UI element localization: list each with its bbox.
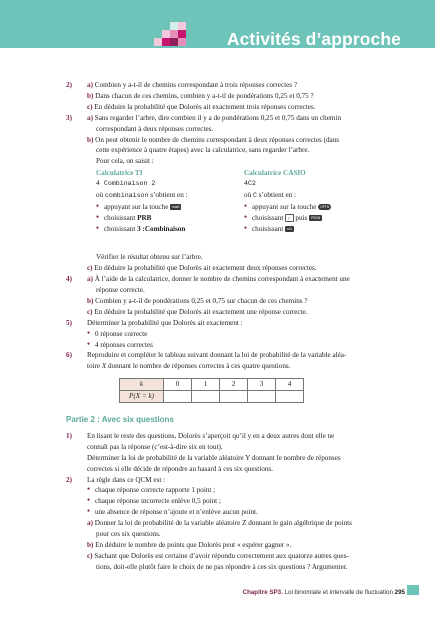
calculator-ti-obtain: où combinaison s’obtient en :	[96, 191, 188, 200]
question-text: En lisant le reste des questions, Dolorès s’aperçoit qu’il y en a deux autres dont elle ne	[87, 431, 335, 440]
calculator-ti-step-2: ● choisissant PRB	[96, 213, 236, 224]
table-cell: 1	[192, 379, 220, 391]
part2-question-2b	[66, 540, 386, 551]
sub-label: a)	[87, 81, 93, 89]
question-text: Pour cela, on saisit :	[96, 157, 154, 166]
sub-label: c)	[87, 551, 93, 560]
table-cell-empty	[276, 391, 304, 403]
ncr-key-icon: nCr	[287, 226, 293, 231]
prob-key-icon: PROB	[311, 215, 321, 220]
calculator-ti	[96, 168, 236, 234]
math-key-icon: math	[172, 204, 180, 209]
list-item: ● une absence de réponse n’ajoute et n’enlève aucun point.	[66, 507, 386, 518]
footer-tab	[407, 585, 419, 595]
calculator-casio-obtain: où C s’obtient en :	[244, 191, 296, 200]
part2-question-1-cont: connaît pas la réponse (c’est-à-dire six en tout).	[87, 442, 223, 451]
question-text: Donner la loi de probabilité de la variable aléatoire Z donnant le gain algébrique de points	[94, 519, 352, 528]
verify-line	[66, 252, 386, 263]
question-4a	[66, 274, 386, 285]
list-item: ● chaque réponse incorrecte enlève 0,5 point ;	[66, 496, 386, 507]
question-text: En déduire le nombre de points que Dolorès peut « espérer gagner ».	[95, 541, 292, 549]
question-2c	[66, 102, 386, 113]
calculator-casio-step-3: ● choisissant nCr	[244, 224, 394, 235]
question-text: Reproduire et compléter le tableau suivant donnant la loi de probabilité de la variable aléa-	[87, 351, 347, 360]
question-text: À l’aide de la calculatrice, donner le nombre de chemins correspondant à exactement une	[94, 275, 350, 284]
question-number: 2)	[66, 81, 72, 89]
question-text: En déduire la probabilité que Dolorès ait exactement une réponse correcte.	[94, 307, 308, 316]
question-text: On peut obtenir le nombre de chemins correspondant à deux réponses correctes (dans	[95, 135, 340, 144]
footer-title: Loi binomiale et intervalle de fluctuation	[284, 589, 393, 596]
page-number: 295	[394, 589, 405, 596]
table-cell: 0	[164, 379, 192, 391]
table-header-k: k	[120, 379, 164, 391]
table-row	[120, 391, 304, 403]
part2-question-1-cont2: Déterminer la loi de probabilité de la variable aléatoire Y donnant le nombre de réponses	[87, 453, 341, 462]
decorative-squares	[150, 22, 190, 52]
sub-label: a)	[87, 113, 93, 122]
sub-label: b)	[87, 296, 94, 305]
question-3c	[66, 263, 386, 274]
question-3a-cont	[66, 124, 386, 135]
calculator-ti-title: Calculatrice TI	[96, 169, 143, 178]
question-text: réponse correcte.	[96, 285, 145, 294]
table-cell: 4	[276, 379, 304, 391]
calculator-casio-step-2: ● choisissant ▷ puis PROB	[244, 213, 394, 224]
footer-chapter: Chapitre SP3.	[242, 589, 283, 596]
question-text: La règle dans ce QCM est :	[87, 475, 166, 484]
question-number: 6)	[66, 351, 72, 360]
question-number: 5)	[66, 318, 72, 327]
calculator-ti-code: 4 Combinaison 2	[96, 180, 156, 188]
question-text: En déduire la probabilité que Dolorès ait exactement trois réponses correctes.	[94, 102, 316, 111]
question-text: Vérifier le résultat obtenu sur l’arbre.	[96, 253, 203, 262]
list-item: ● chaque réponse correcte rapporte 1 point ;	[66, 485, 386, 496]
part2-question-1-cont3: correctes si elle décide de répondre au hasard à ces six questions.	[87, 464, 273, 473]
question-4a-cont	[66, 285, 386, 296]
sub-label: b)	[87, 135, 94, 144]
table-cell-empty	[192, 391, 220, 403]
question-3b-cont	[66, 145, 386, 156]
table-cell-empty	[220, 391, 248, 403]
page-title: Activités d’approche	[226, 29, 401, 49]
question-text: cette expérience à quatre étapes) avec la calculatrice, sans regarder l’arbre.	[96, 146, 310, 155]
calculator-casio	[244, 168, 394, 234]
question-text: En déduire la probabilité que Dolorès ait exactement deux réponses correctes.	[94, 264, 317, 273]
question-2b	[66, 91, 386, 102]
question-2a	[66, 80, 386, 91]
exercise-content	[66, 80, 386, 573]
question-number: 4)	[66, 275, 72, 284]
question-text: correspondant à deux réponses correctes.	[96, 124, 214, 133]
question-text: Sans regarder l’arbre, dire combien il y a de pondérations 0,25 et 0,75 dans un chemin	[94, 113, 342, 122]
part2-question-2a-cont: pour ces six questions.	[96, 530, 161, 539]
part2-question-2a	[66, 518, 386, 529]
sub-label: b)	[87, 541, 94, 549]
question-5	[66, 318, 386, 329]
optn-key-icon: OPTN	[320, 204, 330, 209]
sub-label: c)	[87, 102, 93, 111]
question-text: Combien y a-t-il de chemins correspondant à trois réponses correctes ?	[94, 81, 297, 89]
calculator-casio-title: Calculatrice CASIO	[244, 169, 306, 178]
part2-question-2c	[66, 551, 386, 562]
part2-question-1	[66, 431, 386, 442]
table-header-probability: P(X = k)	[120, 391, 164, 403]
section-title: Partie 2 : Avec six questions	[66, 415, 174, 425]
question-number: 3)	[66, 113, 72, 122]
question-text: Sachant que Dolorès est certaine d’avoir répondu correctement aux quatorze autres ques-	[94, 551, 349, 560]
question-4b	[66, 296, 386, 307]
question-text: Déterminer la probabilité que Dolorès ait exactement :	[87, 318, 243, 327]
question-3a	[66, 113, 386, 124]
question-4c	[66, 307, 386, 318]
table-cell: 3	[248, 379, 276, 391]
sub-label: c)	[87, 307, 93, 316]
table-row	[120, 379, 304, 391]
table-cell-empty	[248, 391, 276, 403]
calculator-casio-code: 4C2	[244, 180, 256, 188]
part2-question-2c-cont: tions, doit-elle plutôt faire le choix de ne pas répondre à ces six questions ? Argumenter.	[96, 562, 348, 571]
question-6	[66, 350, 386, 361]
list-item: ● 4 réponses correctes	[66, 340, 386, 351]
sub-label: b)	[87, 91, 94, 100]
question-number: 2)	[66, 475, 72, 484]
list-item: ● 0 réponse correcte	[66, 329, 386, 340]
next-key-icon: ▷	[285, 214, 293, 222]
sub-label: c)	[87, 264, 93, 273]
question-text: Dans chacun de ces chemins, combien y a-t-il de pondérations 0,25 et 0,75 ?	[95, 91, 314, 100]
page-footer	[243, 589, 405, 596]
question-number: 1)	[66, 431, 72, 440]
question-3b	[66, 135, 386, 146]
question-text: Combien y a-t-il de pondérations 0,25 et 0,75 sur chacun de ces chemins ?	[95, 296, 308, 305]
sub-label: a)	[87, 275, 93, 284]
calculator-instructions	[66, 168, 386, 252]
calculator-ti-step-1: ● appuyant sur la touche math	[96, 202, 236, 213]
sub-label: a)	[87, 519, 93, 528]
part2-question-2	[66, 475, 386, 486]
question-3b-cont2	[66, 156, 386, 167]
probability-table	[119, 378, 304, 403]
table-cell: 2	[220, 379, 248, 391]
question-6-cont: toire X donnant le nombre de réponses correctes à ces quatre questions.	[87, 362, 291, 371]
calculator-ti-step-3: ● choisissant 3 :Combinaison	[96, 224, 236, 235]
table-cell-empty	[164, 391, 192, 403]
calculator-casio-step-1: ● appuyant sur la touche OPTN	[244, 202, 394, 213]
